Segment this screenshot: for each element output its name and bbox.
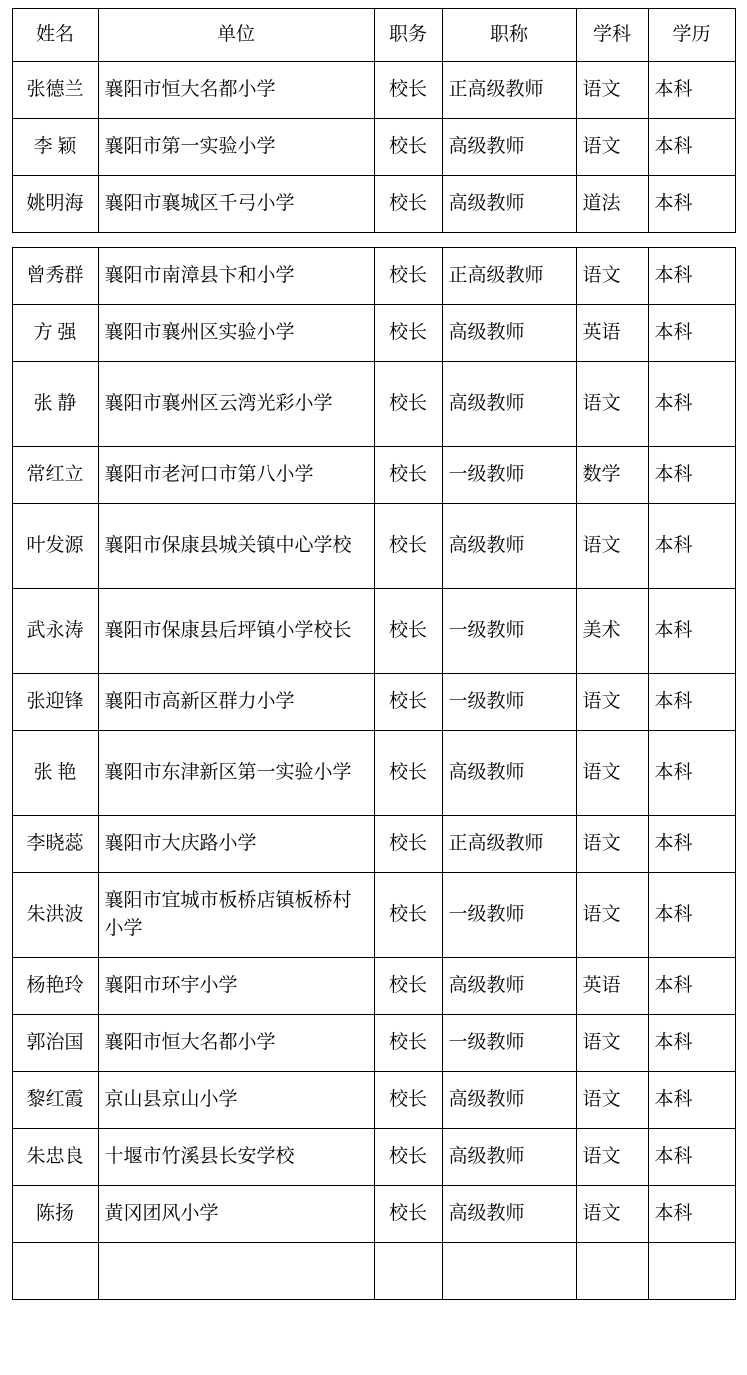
cell-title: 高级教师 xyxy=(442,1072,576,1129)
cell-post: 校长 xyxy=(374,248,442,305)
cell-unit: 黄冈团风小学 xyxy=(98,1186,374,1243)
cell-name: 姚明海 xyxy=(12,176,98,233)
cell-subject: 道法 xyxy=(576,176,648,233)
table-row xyxy=(12,176,735,233)
cell-title: 高级教师 xyxy=(442,362,576,447)
table-body-part2 xyxy=(12,248,735,1300)
cell-post: 校长 xyxy=(374,362,442,447)
cell-post: 校长 xyxy=(374,62,442,119)
cell-education: 本科 xyxy=(648,176,735,233)
cell-name: 李 颖 xyxy=(12,119,98,176)
cell-education: 本科 xyxy=(648,1129,735,1186)
cell-title: 一级教师 xyxy=(442,674,576,731)
cell-subject: 语文 xyxy=(576,1129,648,1186)
cell-post: 校长 xyxy=(374,674,442,731)
cell-unit xyxy=(98,1243,374,1300)
cell-name: 朱忠良 xyxy=(12,1129,98,1186)
cell-subject: 语文 xyxy=(576,731,648,816)
column-header-subject: 学科 xyxy=(576,9,648,62)
cell-unit: 十堰市竹溪县长安学校 xyxy=(98,1129,374,1186)
cell-post: 校长 xyxy=(374,816,442,873)
cell-education: 本科 xyxy=(648,873,735,958)
cell-name: 张 静 xyxy=(12,362,98,447)
cell-subject: 数学 xyxy=(576,447,648,504)
table-row xyxy=(12,1186,735,1243)
cell-title: 高级教师 xyxy=(442,958,576,1015)
cell-unit: 襄阳市老河口市第八小学 xyxy=(98,447,374,504)
table-row xyxy=(12,248,735,305)
cell-post: 校长 xyxy=(374,1072,442,1129)
cell-title: 一级教师 xyxy=(442,589,576,674)
cell-unit: 京山县京山小学 xyxy=(98,1072,374,1129)
cell-name: 方 强 xyxy=(12,305,98,362)
cell-title: 高级教师 xyxy=(442,176,576,233)
cell-name: 张德兰 xyxy=(12,62,98,119)
cell-education: 本科 xyxy=(648,362,735,447)
cell-name: 叶发源 xyxy=(12,504,98,589)
column-header-title: 职称 xyxy=(442,9,576,62)
roster-table-part1 xyxy=(12,8,736,233)
cell-education: 本科 xyxy=(648,305,735,362)
cell-title: 正高级教师 xyxy=(442,816,576,873)
cell-subject: 语文 xyxy=(576,362,648,447)
table-row xyxy=(12,816,735,873)
cell-unit: 襄阳市第一实验小学 xyxy=(98,119,374,176)
cell-subject: 语文 xyxy=(576,873,648,958)
cell-unit: 襄阳市保康县后坪镇小学校长 xyxy=(98,589,374,674)
cell-post: 校长 xyxy=(374,1015,442,1072)
table-row xyxy=(12,119,735,176)
cell-name: 张迎锋 xyxy=(12,674,98,731)
table-row xyxy=(12,589,735,674)
table-row xyxy=(12,1072,735,1129)
cell-subject: 语文 xyxy=(576,1072,648,1129)
cell-post: 校长 xyxy=(374,873,442,958)
cell-education: 本科 xyxy=(648,731,735,816)
cell-post: 校长 xyxy=(374,958,442,1015)
table-header-row xyxy=(12,9,735,62)
cell-name: 陈扬 xyxy=(12,1186,98,1243)
table-row xyxy=(12,674,735,731)
cell-education: 本科 xyxy=(648,119,735,176)
cell-name: 李晓蕊 xyxy=(12,816,98,873)
cell-unit: 襄阳市环宇小学 xyxy=(98,958,374,1015)
cell-education xyxy=(648,1243,735,1300)
table-row xyxy=(12,305,735,362)
cell-education: 本科 xyxy=(648,447,735,504)
cell-title: 一级教师 xyxy=(442,447,576,504)
cell-title: 高级教师 xyxy=(442,731,576,816)
cell-name: 杨艳玲 xyxy=(12,958,98,1015)
cell-post: 校长 xyxy=(374,305,442,362)
table-row xyxy=(12,1015,735,1072)
table-row xyxy=(12,362,735,447)
cell-post: 校长 xyxy=(374,119,442,176)
cell-education: 本科 xyxy=(648,1072,735,1129)
cell-unit: 襄阳市高新区群力小学 xyxy=(98,674,374,731)
cell-title: 高级教师 xyxy=(442,119,576,176)
cell-unit: 襄阳市东津新区第一实验小学 xyxy=(98,731,374,816)
cell-subject: 语文 xyxy=(576,62,648,119)
cell-subject: 英语 xyxy=(576,958,648,1015)
cell-title: 一级教师 xyxy=(442,1015,576,1072)
cell-subject: 语文 xyxy=(576,119,648,176)
cell-post: 校长 xyxy=(374,1129,442,1186)
cell-title: 一级教师 xyxy=(442,873,576,958)
table-header xyxy=(12,9,735,62)
cell-post: 校长 xyxy=(374,1186,442,1243)
cell-subject: 语文 xyxy=(576,504,648,589)
cell-education: 本科 xyxy=(648,504,735,589)
cell-name: 常红立 xyxy=(12,447,98,504)
column-header-name: 姓名 xyxy=(12,9,98,62)
table-row xyxy=(12,504,735,589)
table-row xyxy=(12,447,735,504)
cell-name: 武永涛 xyxy=(12,589,98,674)
cell-title xyxy=(442,1243,576,1300)
cell-unit: 襄阳市襄州区实验小学 xyxy=(98,305,374,362)
cell-education: 本科 xyxy=(648,589,735,674)
cell-unit: 襄阳市宜城市板桥店镇板桥村小学 xyxy=(98,873,374,958)
table-row xyxy=(12,731,735,816)
cell-title: 正高级教师 xyxy=(442,248,576,305)
page-break-gap xyxy=(12,233,735,247)
column-header-post: 职务 xyxy=(374,9,442,62)
cell-unit: 襄阳市恒大名都小学 xyxy=(98,1015,374,1072)
cell-name: 朱洪波 xyxy=(12,873,98,958)
cell-unit: 襄阳市南漳县卞和小学 xyxy=(98,248,374,305)
table-row xyxy=(12,1243,735,1300)
cell-post: 校长 xyxy=(374,176,442,233)
column-header-education: 学历 xyxy=(648,9,735,62)
cell-post: 校长 xyxy=(374,731,442,816)
cell-name: 曾秀群 xyxy=(12,248,98,305)
cell-title: 高级教师 xyxy=(442,504,576,589)
cell-unit: 襄阳市大庆路小学 xyxy=(98,816,374,873)
cell-title: 正高级教师 xyxy=(442,62,576,119)
cell-name xyxy=(12,1243,98,1300)
cell-post xyxy=(374,1243,442,1300)
cell-unit: 襄阳市保康县城关镇中心学校 xyxy=(98,504,374,589)
cell-subject: 语文 xyxy=(576,1015,648,1072)
cell-unit: 襄阳市襄州区云湾光彩小学 xyxy=(98,362,374,447)
cell-subject: 英语 xyxy=(576,305,648,362)
cell-education: 本科 xyxy=(648,248,735,305)
cell-subject: 语文 xyxy=(576,816,648,873)
cell-education: 本科 xyxy=(648,62,735,119)
roster-table-part2 xyxy=(12,247,736,1300)
cell-education: 本科 xyxy=(648,958,735,1015)
cell-subject xyxy=(576,1243,648,1300)
cell-post: 校长 xyxy=(374,447,442,504)
cell-post: 校长 xyxy=(374,504,442,589)
cell-title: 高级教师 xyxy=(442,305,576,362)
cell-subject: 语文 xyxy=(576,248,648,305)
cell-name: 黎红霞 xyxy=(12,1072,98,1129)
cell-unit: 襄阳市恒大名都小学 xyxy=(98,62,374,119)
cell-subject: 语文 xyxy=(576,1186,648,1243)
table-row xyxy=(12,1129,735,1186)
cell-name: 张 艳 xyxy=(12,731,98,816)
cell-unit: 襄阳市襄城区千弓小学 xyxy=(98,176,374,233)
cell-education: 本科 xyxy=(648,816,735,873)
cell-education: 本科 xyxy=(648,1186,735,1243)
cell-education: 本科 xyxy=(648,674,735,731)
cell-title: 高级教师 xyxy=(442,1129,576,1186)
table-row xyxy=(12,873,735,958)
cell-subject: 语文 xyxy=(576,674,648,731)
cell-title: 高级教师 xyxy=(442,1186,576,1243)
cell-subject: 美术 xyxy=(576,589,648,674)
cell-post: 校长 xyxy=(374,589,442,674)
cell-name: 郭治国 xyxy=(12,1015,98,1072)
cell-education: 本科 xyxy=(648,1015,735,1072)
table-body-part1 xyxy=(12,62,735,233)
table-row xyxy=(12,958,735,1015)
table-row xyxy=(12,62,735,119)
column-header-unit: 单位 xyxy=(98,9,374,62)
